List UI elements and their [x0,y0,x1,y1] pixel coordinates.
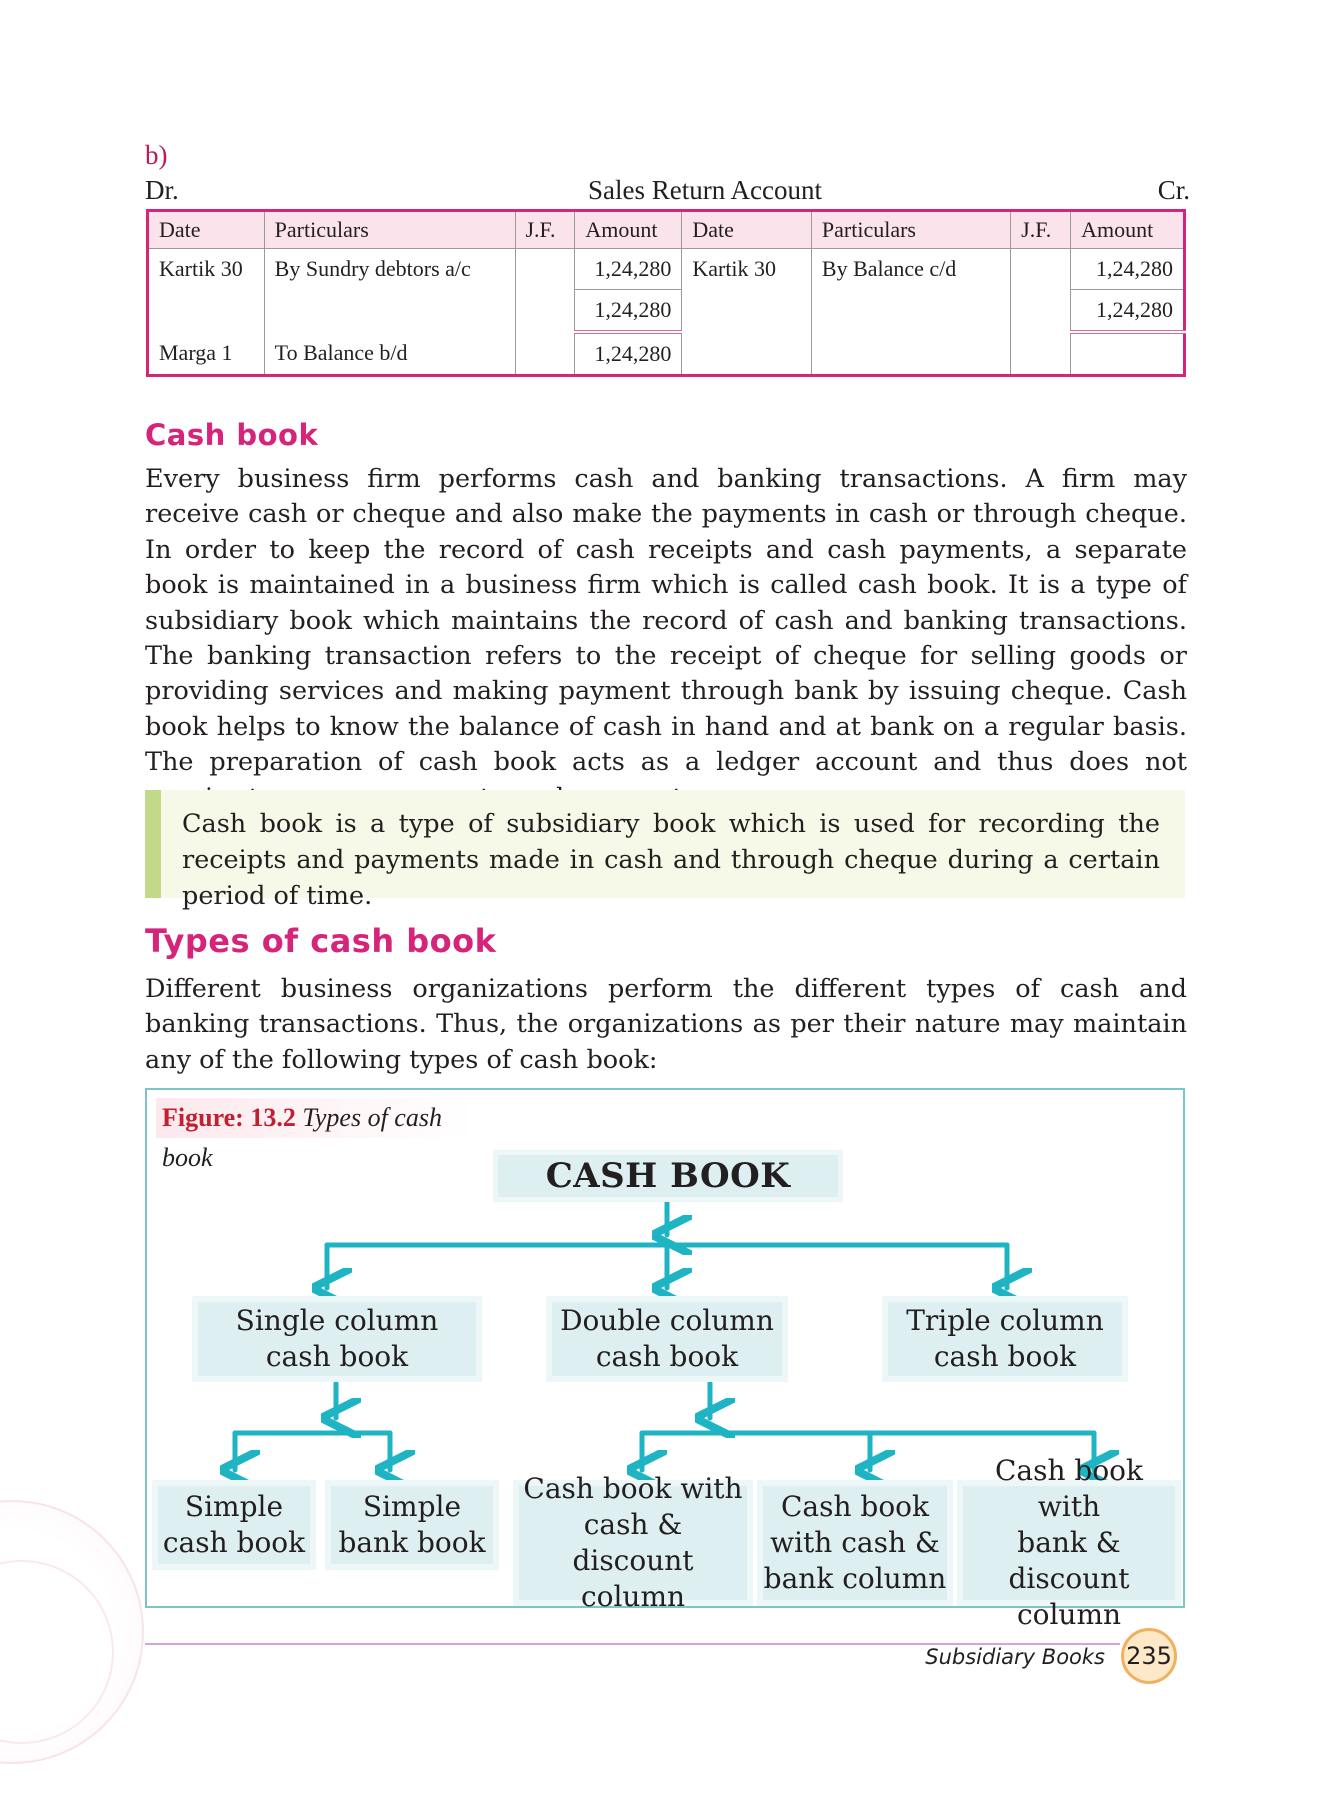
simple-cash-book-node: Simple cash book [152,1480,316,1570]
header-amount: Amount [575,211,682,249]
header-date: Date [682,211,812,249]
page-number: 235 [1121,1628,1177,1684]
types-heading: Types of cash book [145,922,497,960]
cell-particulars: To Balance b/d [264,332,515,376]
header-jf: J.F. [515,211,575,249]
header-date: Date [148,211,265,249]
header-particulars: Particulars [264,211,515,249]
cash-bank-node: Cash book with cash & bank column [757,1480,953,1606]
account-title: Sales Return Account [588,175,822,205]
cell-amount: 1,24,280 [575,332,682,376]
cell-amount: 1,24,280 [1096,256,1173,281]
cell-date: Kartik 30 [682,249,812,290]
simple-bank-book-node: Simple bank book [325,1480,499,1570]
double-column-node: Double column cash book [546,1296,788,1382]
cash-discount-node: Cash book with cash & discount column [513,1480,753,1606]
header-particulars: Particulars [811,211,1010,249]
credit-label: Cr. [1157,175,1190,205]
cell-particulars: By Sundry debtors a/c [264,249,515,290]
cell-date: Marga 1 [148,332,265,376]
cell-particulars: By Balance c/d [811,249,1010,290]
debit-label: Dr. [145,175,179,205]
footer-chapter-title: Subsidiary Books [925,1645,1105,1669]
cell-date: Kartik 30 [148,249,265,290]
single-column-node: Single column cash book [192,1296,482,1382]
header-jf: J.F. [1011,211,1071,249]
debit-total: 1,24,280 [575,290,682,333]
types-paragraph: Different business organizations perform the different types of cash and banking transactions. Thus, the organizations as per their nature may maintain any of the following types of cash book: [145,974,1187,1075]
header-amount: Amount [1071,211,1185,249]
cash-book-heading: Cash book [145,418,319,452]
credit-total: 1,24,280 [1071,290,1185,333]
figure-number: Figure: 13.2 [162,1103,296,1132]
section-label: b) [145,140,168,170]
definition-text: Cash book is a type of subsidiary book which is used for recording the receipts and payments made in cash and through cheque during a certain period of time. [182,809,1160,911]
figure-title: Types of cash book [162,1103,442,1172]
cash-book-paragraph: Every business firm performs cash and banking transactions. A firm may receive cash or cheque and also make the payments in cash or through cheque. In order to keep the record of cash receipts and cash payments, a separate book is maintained in a business firm which is called cash book. It is a type of subsidiary book which maintains the record of cash and banking transactions. The banking transaction refers to the receipt of cheque for selling goods or providing services and making payment through bank by issuing cheque. Cash book helps to know the balance of cash in hand and at bank on a regular basis. The preparation of cash book acts as a ledger account and thus does not [145,464,1187,778]
cell-amount: 1,24,280 [575,249,682,290]
triple-column-node: Triple column cash book [882,1296,1128,1382]
cash-book-root-node: CASH BOOK [493,1150,843,1202]
bank-discount-node: Cash book with bank & discount column [957,1480,1181,1606]
